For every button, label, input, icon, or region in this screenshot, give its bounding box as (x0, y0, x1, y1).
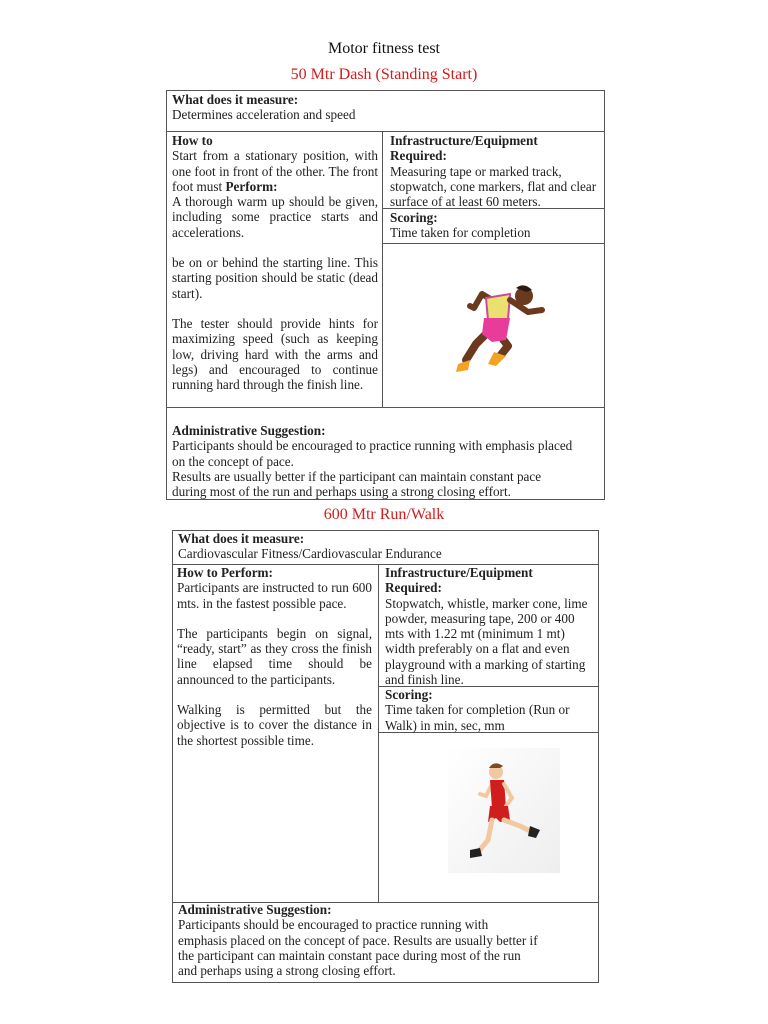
measure-cell (172, 92, 597, 123)
howto-text: Walking is permitted but the objective is to cover the distance in the shortest possible time. (177, 702, 372, 748)
measure-cell (178, 531, 594, 562)
scoring-text: Time taken for completion (Run or Walk) in min, sec, mm (385, 702, 570, 733)
section-title-50m-dash: 50 Mtr Dash (Standing Start) (290, 66, 478, 83)
howto-text: Start from a stationary position, with one foot in front of the other. The front foot must (172, 148, 378, 194)
equipment-label-required: Required: (385, 580, 442, 596)
scoring-text: Time taken for completion (390, 225, 531, 241)
measure-text: Determines acceleration and speed (172, 107, 356, 123)
admin-text: on the concept of pace. (172, 453, 294, 469)
divider (378, 564, 379, 902)
howto-text: be on or behind the starting line. This starting position should be static (dead start). (172, 255, 378, 301)
admin-text: emphasis placed on the concept of pace. Results are usually better if (178, 932, 538, 948)
scoring-label: Scoring: (390, 210, 438, 225)
divider (382, 243, 605, 244)
measure-label: What does it measure: (172, 92, 299, 107)
equipment-cell (385, 565, 595, 687)
equipment-label: Infrastructure/Equipment (390, 133, 538, 148)
howto-label: How to (172, 133, 213, 148)
measure-label: What does it measure: (178, 531, 305, 546)
howto-cell (177, 565, 372, 748)
admin-text: Participants should be encouraged to practice running with emphasis placed (172, 438, 573, 454)
admin-text: Participants should be encouraged to practice running with (178, 917, 489, 933)
divider (166, 131, 605, 132)
equipment-cell (390, 133, 600, 209)
sprinter-illustration (440, 280, 560, 385)
scoring-cell (390, 210, 600, 241)
divider (382, 131, 383, 408)
admin-cell (172, 423, 604, 499)
admin-text: and perhaps using a strong closing effort. (178, 963, 396, 979)
measure-text: Cardiovascular Fitness/Cardiovascular Endurance (178, 546, 442, 562)
equipment-text: Stopwatch, whistle, marker cone, lime powder, measuring tape, 200 or 400 mts with 1.22 mt (minimum 1 mt) width preferably on a flat and even playground with a marking of starting and finish line. (385, 595, 588, 688)
howto-text: The tester should provide hints for maximizing speed (such as keeping low, driving hard with the arms and legs) and encouraged to continue running hard through the finish line. (172, 315, 378, 393)
equipment-text: Measuring tape or marked track, stopwatch, cone markers, flat and clear surface of at least 60 meters. (390, 163, 597, 210)
equipment-label: Infrastructure/Equipment (385, 565, 533, 580)
howto-text: A thorough warm up should be given, including some practice starts and accelerations. (172, 194, 378, 240)
admin-cell (178, 902, 598, 978)
admin-label: Administrative Suggestion: (172, 423, 326, 438)
section-title-600m-run: 600 Mtr Run/Walk (323, 506, 445, 523)
howto-text: The participants begin on signal, “ready, start” as they cross the finish line elapsed time should be announced to the participants. (177, 625, 372, 687)
scoring-label: Scoring: (385, 687, 433, 702)
scoring-cell (385, 687, 595, 733)
equipment-label-required: Required: (390, 148, 447, 164)
howto-cell (172, 133, 378, 392)
document-title: Motor fitness test (328, 40, 440, 57)
admin-text: during most of the run and perhaps using a strong closing effort. (172, 484, 511, 500)
howto-label: How to Perform: (177, 565, 273, 580)
runner-illustration (448, 748, 560, 873)
admin-text: Results are usually better if the participant can maintain constant pace (172, 468, 542, 484)
howto-text: Participants are instructed to run 600 mts. in the fastest possible pace. (177, 580, 372, 611)
perform-label: Perform: (225, 178, 278, 194)
divider (166, 407, 605, 408)
admin-label: Administrative Suggestion: (178, 902, 332, 917)
admin-text: the participant can maintain constant pace during most of the run (178, 947, 521, 963)
